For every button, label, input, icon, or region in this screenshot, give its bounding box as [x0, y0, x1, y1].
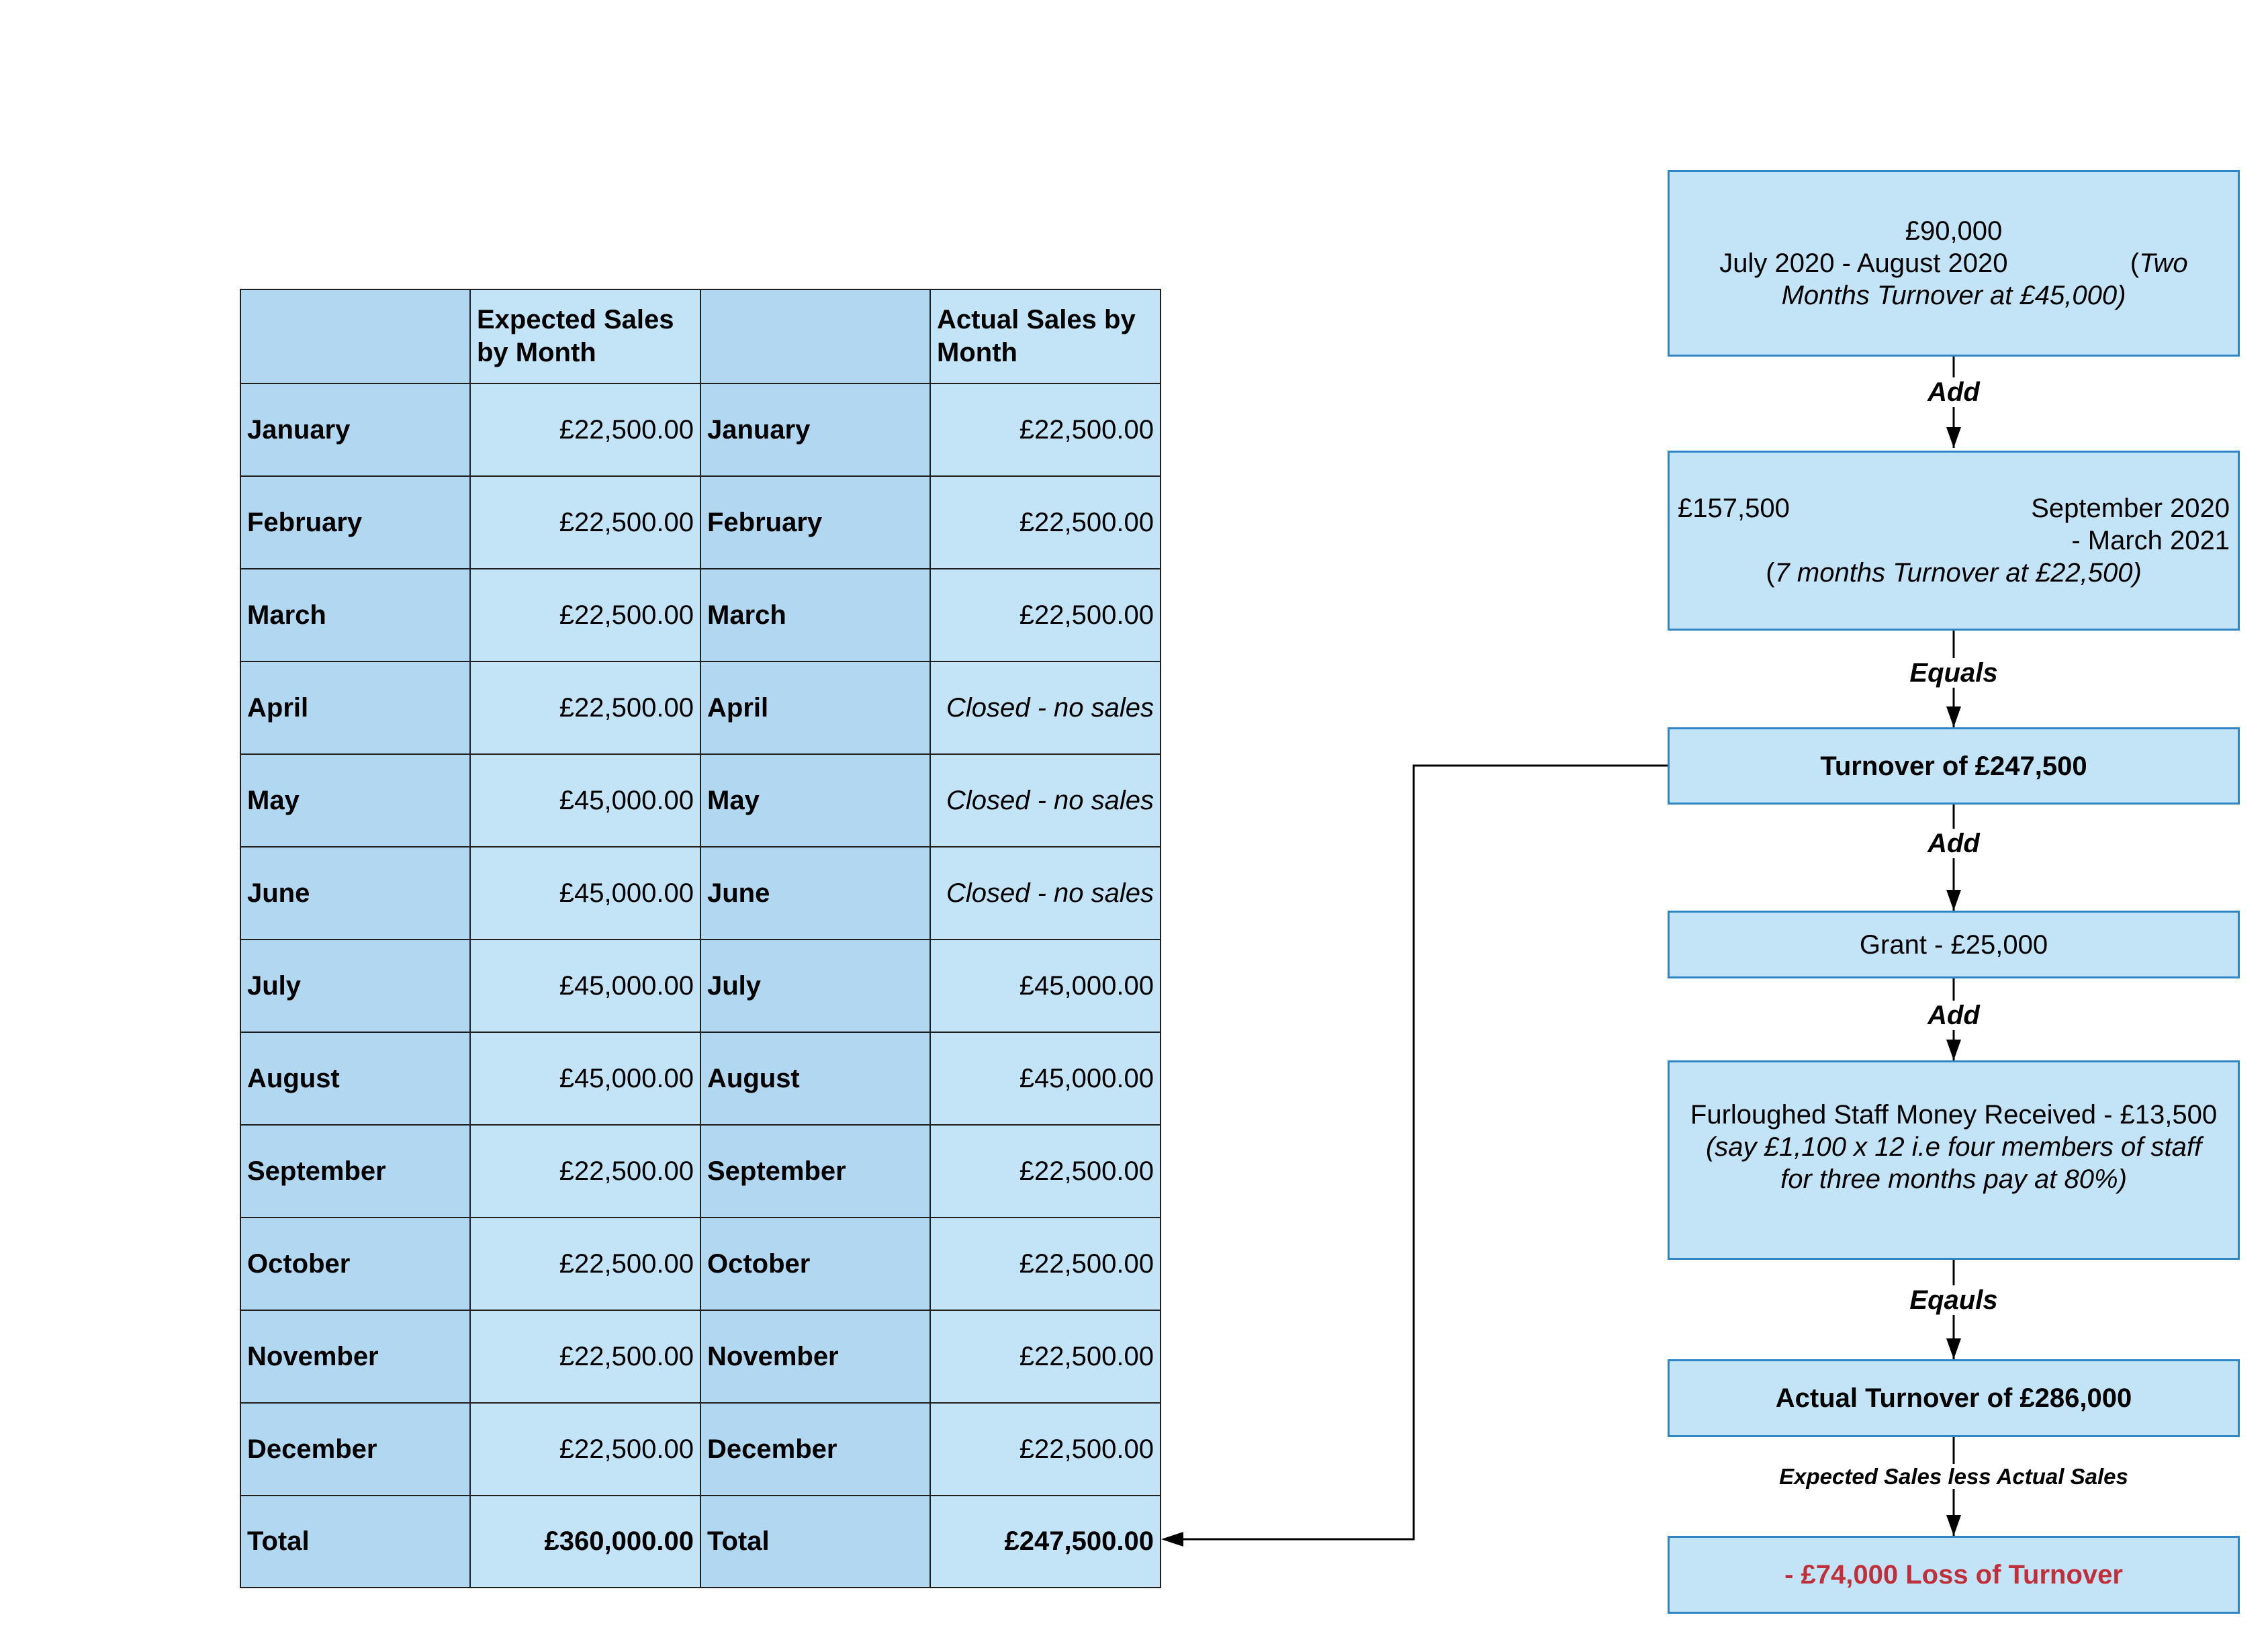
arrowhead — [1946, 1338, 1961, 1359]
actual-sales-cell: £22,500.00 — [930, 569, 1161, 661]
expected-sales-cell: £22,500.00 — [470, 569, 700, 661]
total-label-cell: Total — [240, 1496, 470, 1588]
arrowhead — [1946, 706, 1961, 727]
box1-note: Two Months Turnover at £45,000) — [1781, 248, 2188, 310]
actual-sales-cell: £22,500.00 — [930, 1403, 1161, 1496]
header-expected-sales: Expected Sales by Month — [470, 289, 700, 383]
box2-note: 7 months Turnover at £22,500) — [1774, 558, 2142, 588]
arrowhead — [1946, 1515, 1961, 1536]
expected-sales-cell: £45,000.00 — [470, 1032, 700, 1125]
expected-month-cell: June — [240, 847, 470, 940]
expected-sales-cell: £45,000.00 — [470, 754, 700, 847]
actual-month-cell: April — [700, 661, 930, 754]
expected-sales-cell: £22,500.00 — [470, 1403, 700, 1496]
actual-month-cell: October — [700, 1218, 930, 1310]
expected-sales-cell: £22,500.00 — [470, 1218, 700, 1310]
box5-line1: Furloughed Staff Money Received - £13,500 — [1690, 1099, 2218, 1130]
expected-month-cell: July — [240, 940, 470, 1032]
flow-label-equals: Equals — [1668, 657, 2240, 689]
arrowhead — [1161, 1532, 1183, 1547]
flow-label-add-3: Add — [1668, 999, 2240, 1032]
link-turnover-to-total — [1182, 766, 1668, 1539]
expected-month-cell: December — [240, 1403, 470, 1496]
expected-month-cell: November — [240, 1310, 470, 1403]
actual-sales-cell: £45,000.00 — [930, 1032, 1161, 1125]
box2-note-open: ( — [1766, 558, 1775, 588]
flow-box-grant — [1668, 911, 2240, 978]
actual-sales-cell: £22,500.00 — [930, 476, 1161, 569]
expected-month-cell: May — [240, 754, 470, 847]
actual-sales-cell: Closed - no sales — [930, 661, 1161, 754]
actual-month-cell: June — [700, 847, 930, 940]
actual-month-cell: December — [700, 1403, 930, 1496]
total-expected-cell: £360,000.00 — [470, 1496, 700, 1588]
actual-month-cell: January — [700, 383, 930, 476]
actual-sales-cell: £22,500.00 — [930, 1310, 1161, 1403]
expected-sales-cell: £45,000.00 — [470, 940, 700, 1032]
expected-month-cell: March — [240, 569, 470, 661]
box2-note-line — [1678, 557, 2230, 589]
box2-amount: £157,500 — [1678, 494, 1790, 523]
header-actual-sales: Actual Sales by Month — [930, 289, 1161, 383]
actual-month-cell: August — [700, 1032, 930, 1125]
arrowhead — [1946, 1040, 1961, 1060]
box1-period: July 2020 - August 2020 — [1719, 248, 2008, 278]
flow-box-loss — [1668, 1536, 2240, 1614]
flow-box-furlough — [1668, 1060, 2240, 1260]
flow-box-july-august — [1668, 170, 2240, 357]
box1-note-open: ( — [2130, 248, 2140, 278]
arrowhead — [1946, 427, 1961, 448]
flow-label-expected-less-actual: Expected Sales less Actual Sales — [1668, 1461, 2240, 1493]
arrowhead — [1946, 890, 1961, 911]
box1-amount: £90,000 — [1905, 216, 2003, 246]
box1-line2 — [1678, 247, 2230, 312]
box3-text: Turnover of £247,500 — [1820, 751, 2087, 781]
flow-label-equals-2: Eqauls — [1668, 1284, 2240, 1316]
actual-sales-cell: £22,500.00 — [930, 1218, 1161, 1310]
actual-month-cell: November — [700, 1310, 930, 1403]
box5-line2: (say £1,100 x 12 i.e four members of staff for three months pay at 80%) — [1705, 1132, 2202, 1194]
box4-text: Grant - £25,000 — [1859, 929, 2048, 960]
actual-sales-cell: Closed - no sales — [930, 847, 1161, 940]
flow-label-add-2: Add — [1668, 827, 2240, 860]
expected-sales-cell: £22,500.00 — [470, 661, 700, 754]
actual-sales-cell: Closed - no sales — [930, 754, 1161, 847]
expected-month-cell: January — [240, 383, 470, 476]
total-actual-cell: £247,500.00 — [930, 1496, 1161, 1588]
flow-box-actual-turnover — [1668, 1359, 2240, 1437]
total-label-cell: Total — [700, 1496, 930, 1588]
actual-month-cell: May — [700, 754, 930, 847]
expected-sales-cell: £45,000.00 — [470, 847, 700, 940]
expected-sales-cell: £22,500.00 — [470, 383, 700, 476]
actual-sales-cell: £45,000.00 — [930, 940, 1161, 1032]
box6-text: Actual Turnover of £286,000 — [1775, 1383, 2132, 1413]
actual-month-cell: September — [700, 1125, 930, 1218]
box7-text: - £74,000 Loss of Turnover — [1784, 1560, 2123, 1590]
flow-box-sept-march — [1668, 451, 2240, 631]
expected-month-cell: October — [240, 1218, 470, 1310]
box2-period: September 2020 - March 2021 — [2031, 494, 2230, 555]
expected-month-cell: February — [240, 476, 470, 569]
box2-line1 — [1678, 492, 2230, 557]
actual-sales-cell: £22,500.00 — [930, 1125, 1161, 1218]
expected-month-cell: September — [240, 1125, 470, 1218]
actual-month-cell: March — [700, 569, 930, 661]
expected-month-cell: August — [240, 1032, 470, 1125]
actual-month-cell: February — [700, 476, 930, 569]
expected-sales-cell: £22,500.00 — [470, 476, 700, 569]
expected-sales-cell: £22,500.00 — [470, 1310, 700, 1403]
flow-box-turnover — [1668, 727, 2240, 805]
expected-sales-cell: £22,500.00 — [470, 1125, 700, 1218]
expected-month-cell: April — [240, 661, 470, 754]
actual-month-cell: July — [700, 940, 930, 1032]
flow-label-add-1: Add — [1668, 376, 2240, 408]
actual-sales-cell: £22,500.00 — [930, 383, 1161, 476]
